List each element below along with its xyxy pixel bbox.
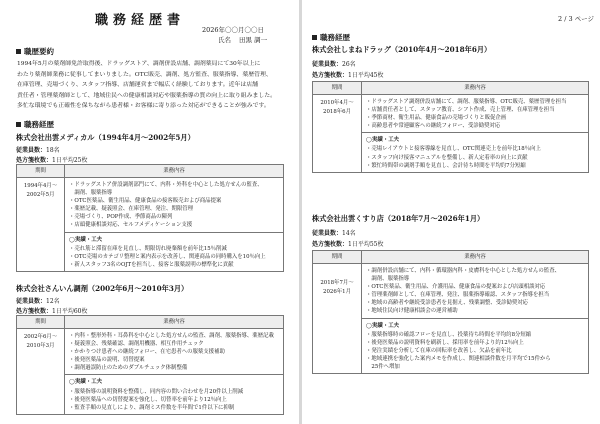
achievements-block — [362, 132, 588, 171]
period-cell: 2002年6月～ 2010年3月 — [17, 329, 65, 415]
square-bullet-icon — [16, 122, 21, 127]
duty-item: ・ 季節商材、衛生用品、健康食品の売場づくりと販促企画 — [366, 114, 585, 122]
duty-item: ・ 内科・整形外科・耳鼻科を中心とした処方せんの監査、調剤、服薬指導、薬歴記載 — [69, 332, 280, 340]
period-cell: 2010年4月～ 2018年6月 — [313, 95, 362, 173]
period-header: 期間 — [17, 316, 65, 329]
duties-list — [65, 329, 283, 374]
duty-item: ・ OTC医薬品、衛生用品、健康食品の接客販売および商品提案 — [69, 197, 280, 205]
summary-text — [17, 59, 287, 112]
square-bullet-icon — [312, 35, 317, 40]
period-header: 期間 — [17, 165, 65, 178]
achievement-item: ・ 服薬指導の説明資料を整備し、同内容の問い合わせを月20件以上削減 — [69, 388, 280, 396]
duty-item: ・ 薬歴記載、疑義照会、在庫管理、発注、期限管理 — [69, 205, 280, 213]
duty-item: 調剤、服薬指導 — [69, 190, 113, 197]
achievement-item: ・ スタッフ向け接客マニュアルを整備し、新人定着率の向上に貢献 — [366, 154, 585, 162]
company-name: 株式会社出雲くすり店（2018年7月～2026年1月） — [312, 214, 485, 223]
job-table — [312, 250, 589, 374]
duty-item: ・ 後発医薬品の説明、切替提案 — [69, 356, 280, 364]
achievements-heading: ◯実績・工夫 — [69, 379, 102, 386]
duties-list — [362, 264, 588, 318]
duty-item: ・ 管理薬剤師として、在庫管理、発注、服薬指導確認、スタッフ指導を担当 — [366, 291, 585, 299]
job-table — [16, 164, 284, 272]
company-name: 株式会社しまねドラッグ（2010年4月～2018年6月） — [312, 45, 492, 54]
achievements-block — [65, 374, 283, 413]
achievement-item: ・ 発注実績を分析して在庫の回転率を改善し、欠品を前年比 — [366, 347, 585, 355]
prescription-count: 処方箋枚数：1日平均55枚 — [312, 241, 384, 248]
duty-item: ・ 調剤過誤防止のためのダブルチェック体制整備 — [69, 364, 280, 372]
period-cell: 1994年4月～ 2002年5月 — [17, 178, 65, 272]
duties-list — [362, 95, 588, 132]
staff-count: 従業員数：26名 — [312, 61, 356, 68]
duties-cell — [362, 95, 589, 173]
achievement-item: ・ OTC売場のカテゴリ整理と案内表示を改善し、関連商品の同時購入を10％向上 — [69, 253, 280, 261]
company-name: 株式会社出雲メディカル（1994年4月～2002年5月） — [16, 133, 195, 142]
history-heading: 職務経歴 — [16, 119, 54, 130]
duties-header: 業務内容 — [65, 316, 284, 329]
summary-heading: 職歴要約 — [16, 46, 54, 57]
prescription-count: 処方箋枚数：1日平均25枚 — [16, 157, 88, 164]
prescription-count: 処方箋枚数：1日平均60枚 — [16, 308, 88, 315]
duty-item: ・ OTC医薬品、衛生用品、介護用品、健康食品の提案および店頭相談対応 — [366, 283, 585, 291]
staff-count: 従業員数：14名 — [312, 230, 356, 237]
duty-item: 調剤、服薬指導 — [366, 276, 410, 283]
achievement-item: ・ 売れ筋と滞留在庫を見直し、期限切れ廃棄額を前年比15％削減 — [69, 245, 280, 253]
achievements-heading: ◯実績・工夫 — [366, 322, 399, 329]
summary-line: 1994年5月の薬剤師免許取得後、ドラッグストア、調剤併設店舗、調剤薬局にて30年以上に — [17, 61, 261, 67]
job-table — [16, 315, 284, 415]
duty-item: ・ 疑義照会、残薬確認、調剤用機器、相互作用チェック — [69, 340, 280, 348]
duty-item: ・ 売場づくり、POP作成、季節商品の陳列 — [69, 213, 280, 221]
document-title: 職務経歴書 — [95, 13, 186, 28]
duty-item: ・ ドラッグストア併設調剤部門にて、内科・外科を中心とした処方せんの監査、 — [69, 181, 280, 189]
summary-line: 在庫管理、売場づくり、スタッフ指導、店舗運営まで幅広く経験しております。近年は店舗 — [17, 82, 259, 89]
name-label: 氏名 — [218, 36, 231, 44]
name-value: 田黒 調一 — [239, 36, 268, 44]
achievement-item: ・ 繁忙時間帯の調剤手順を見直し、会計待ち時間を平均約7分短縮 — [366, 162, 585, 170]
duty-item: ・ 店頭健康相談対応、セルフメディケーション支援 — [69, 221, 280, 229]
staff-count: 従業員数：12名 — [16, 298, 60, 305]
achievement-item: ・ 新人スタッフ3名のOJTを担当し、接客と服薬説明の標準化に貢献 — [69, 261, 280, 269]
duty-item: ・ 調剤併設店舗にて、内科・循環器内科・皮膚科を中心とした処方せんの監査、 — [366, 267, 585, 275]
achievements-block — [362, 318, 588, 374]
achievements-heading: ◯実績・工夫 — [366, 137, 399, 144]
duties-list — [65, 178, 283, 232]
summary-line: 責任者・管理薬剤師として、地域住民への健康相談対応や服薬指導の質の向上に取り組みました。 — [17, 92, 277, 99]
period-header: 期間 — [313, 251, 362, 264]
achievement-item: ・ 後発医薬品への切替提案を強化し、切替率を前年より12％向上 — [69, 396, 280, 404]
duties-cell — [65, 178, 284, 272]
square-bullet-icon — [16, 49, 21, 54]
achievement-item: ・ 地域連携を強化した案内メモを作成し、関連相談件数を月平均で15件から — [366, 355, 585, 363]
duty-item: ・ 高齢患者や常連顧客への継続フォロー、受診勧奨対応 — [366, 122, 585, 130]
duty-item: ・ 店舗責任者として、スタッフ教育、シフト作成、売上管理、在庫管理を担当 — [366, 106, 585, 114]
summary-line: 多忙な環境でも正確性を保ちながら患者様・お客様に寄り添った対応ができることが強みです。 — [17, 103, 270, 110]
achievement-item: 25件へ増加 — [366, 364, 400, 371]
duties-header: 業務内容 — [362, 82, 589, 95]
achievement-item: ・ 服薬指導時の確認フローを見直し、投薬待ち時間を平均約8分短縮 — [366, 331, 585, 339]
achievement-item: ・ 監査手順の見直しにより、調剤ミス件数を半年間で1件以下に抑制 — [69, 404, 280, 412]
duty-item: ・ ドラッグストア調剤併設店舗にて、調剤、服薬指導、OTC販売、薬歴管理を担当 — [366, 98, 585, 106]
history-heading: 職務経歴 — [312, 32, 350, 43]
duty-item: ・ 地域住民向け健康相談会の運営補助 — [366, 307, 585, 315]
right-page — [302, 0, 600, 424]
duties-header: 業務内容 — [65, 165, 284, 178]
job-table — [312, 81, 589, 173]
applicant-name — [218, 35, 267, 44]
duties-cell — [65, 329, 284, 415]
document-date: 2026年〇〇月〇〇日 — [202, 26, 265, 34]
achievements-block — [65, 232, 283, 271]
period-cell: 2018年7月～ 2026年1月 — [313, 264, 362, 374]
achievement-item: ・ 後発医薬品の説明資料を刷新し、採用率を前年より約12％向上 — [366, 339, 585, 347]
staff-count: 従業員数：18名 — [16, 147, 60, 154]
achievements-heading: ◯実績・工夫 — [69, 236, 102, 243]
duty-item: ・ かかりつけ患者への継続フォロー、在宅患者への服薬支援補助 — [69, 348, 280, 356]
duties-header: 業務内容 — [362, 251, 589, 264]
duty-item: ・ 地域の高齢者や継続受診患者を見据え、残薬調整、受診勧奨対応 — [366, 299, 585, 307]
period-header: 期間 — [313, 82, 362, 95]
duties-cell — [362, 264, 589, 374]
page-number: 2 / 3 ページ — [558, 15, 595, 23]
company-name: 株式会社さんいん調剤（2002年6月～2010年3月） — [16, 284, 189, 293]
achievement-item: ・ 売場レイアウトと接客導線を見直し、OTC関連売上を前年比18％向上 — [366, 145, 585, 153]
prescription-count: 処方箋枚数：1日平均45枚 — [312, 72, 384, 79]
summary-line: わたり薬剤師業務に従事してまいりました。OTC販売、調剤、処方監査、服薬指導、薬歴管理、 — [17, 71, 272, 78]
